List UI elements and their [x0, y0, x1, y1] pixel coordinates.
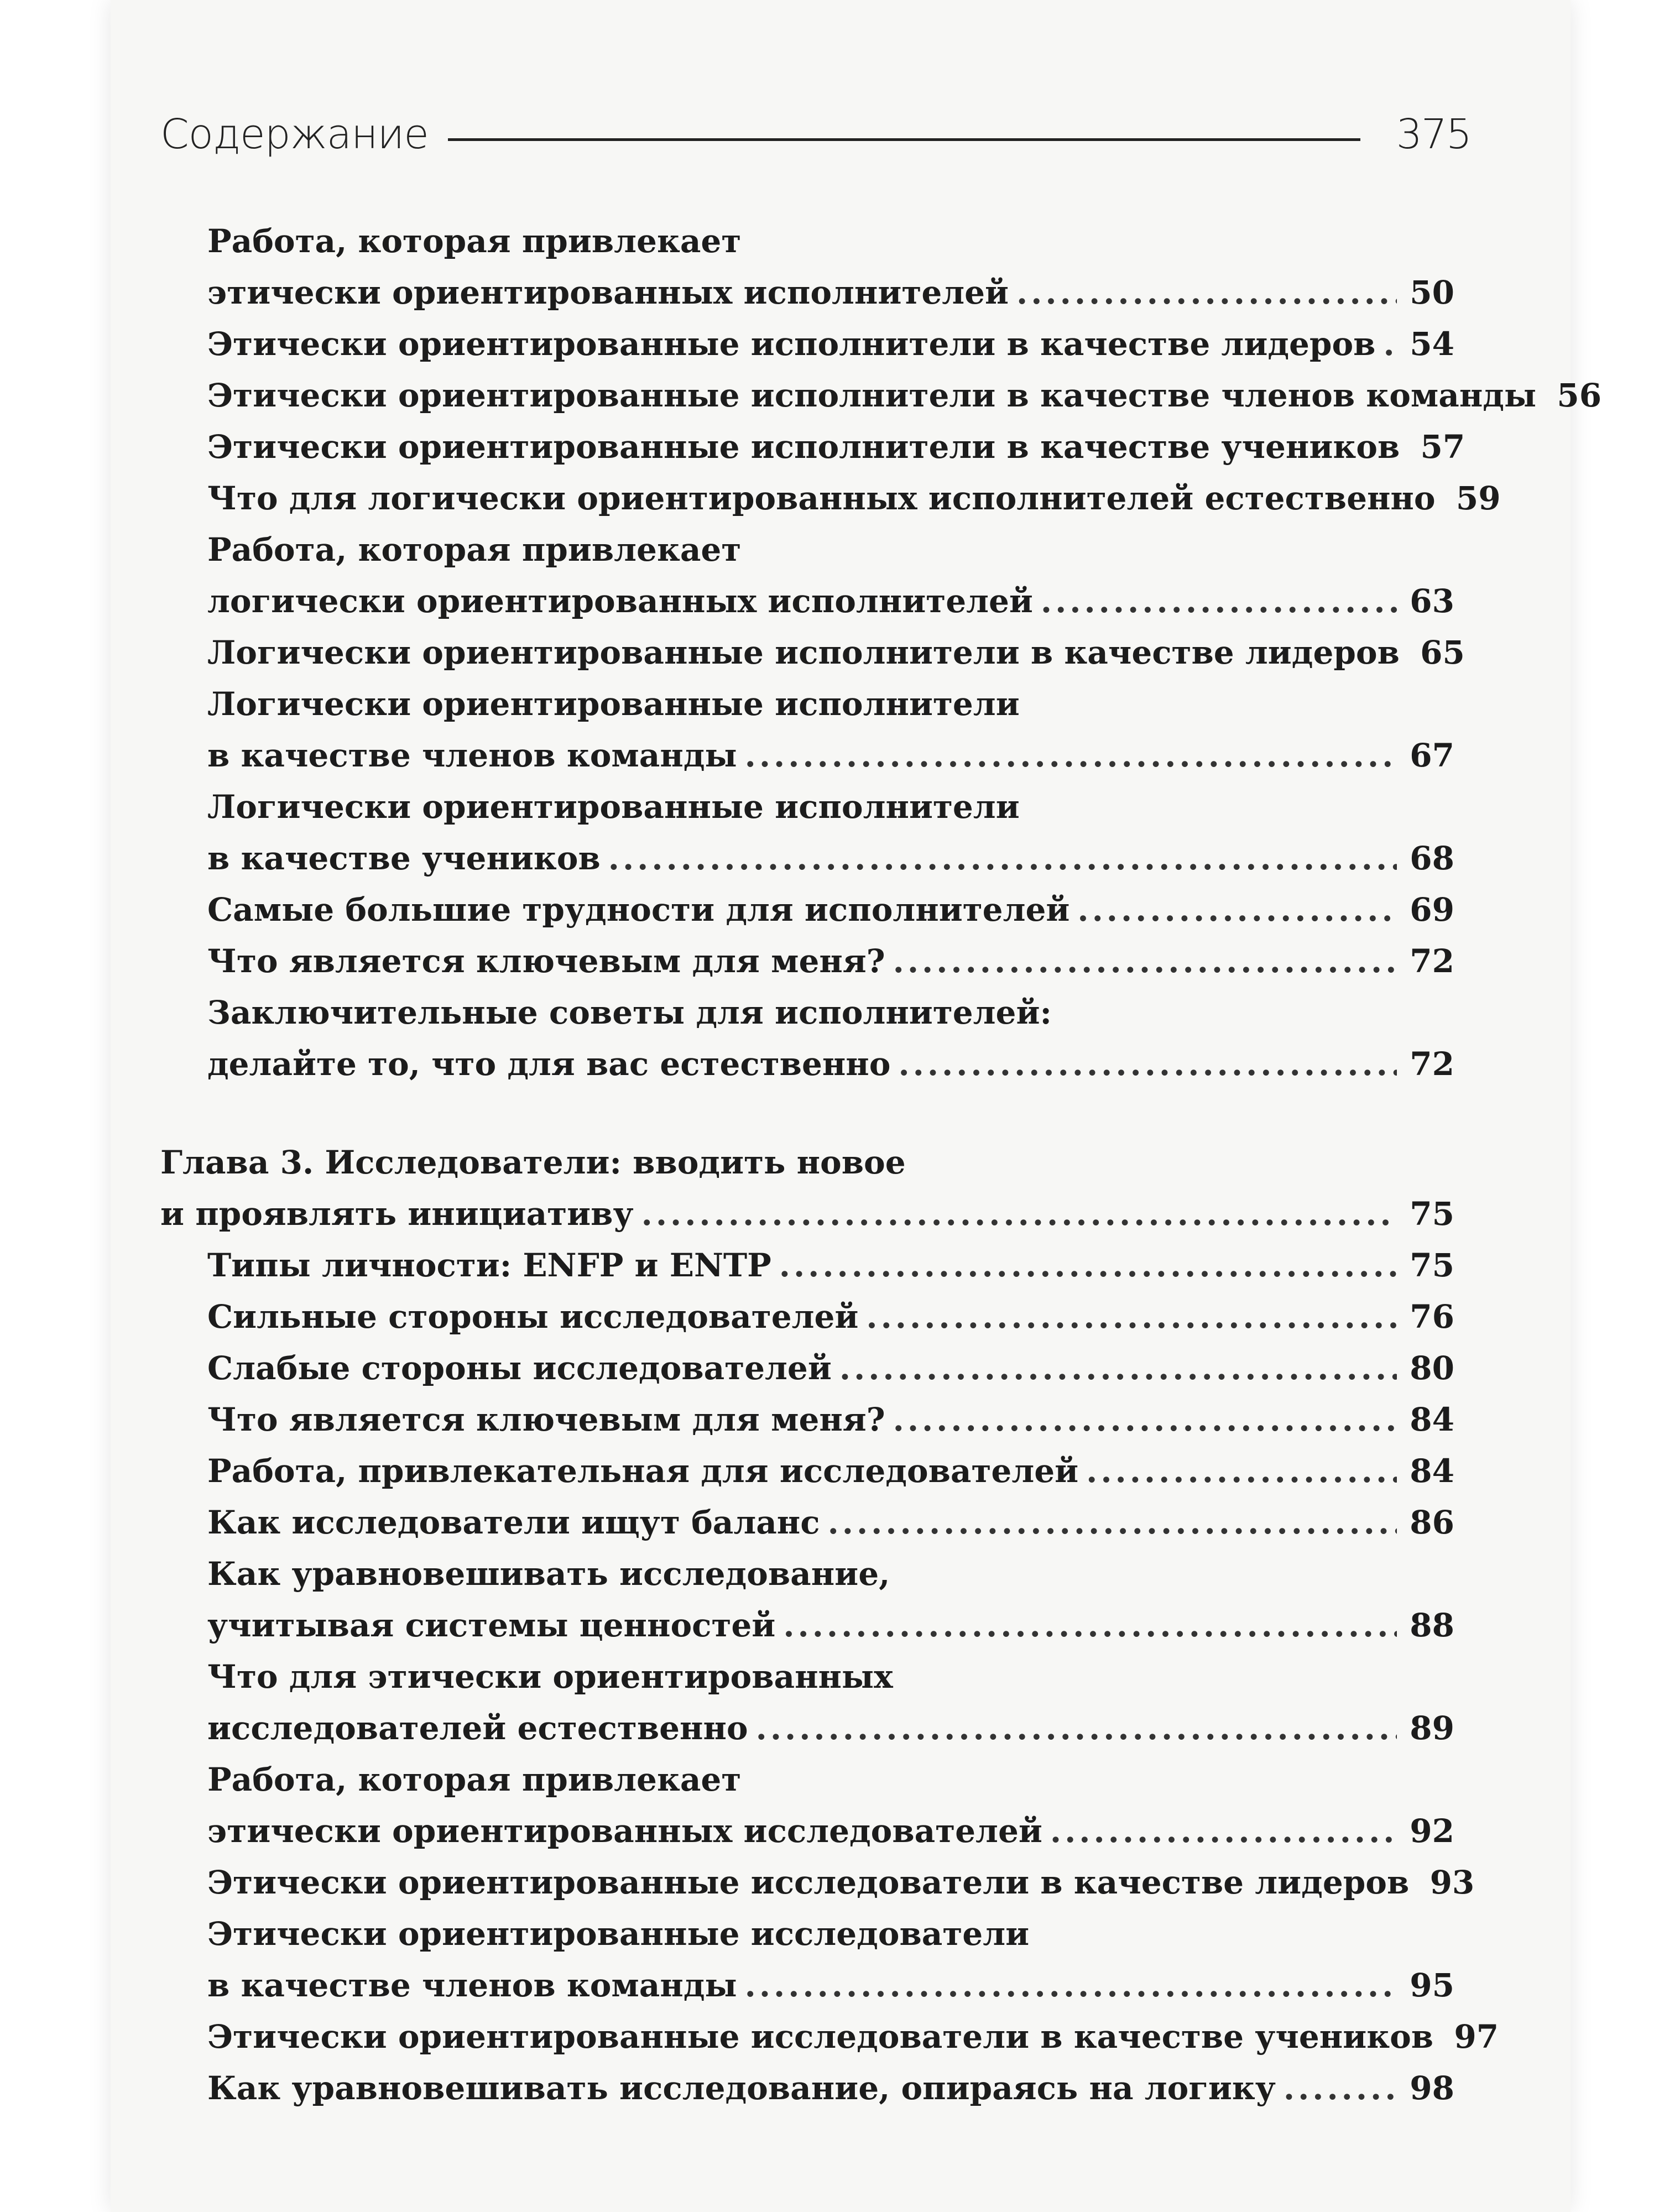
toc-entry-last-line	[207, 473, 1501, 524]
toc-entry-title-line: Этически ориентированные исследователи в качестве лидеров	[207, 1864, 1410, 1901]
toc-entry-title-line: Этически ориентированные исполнители в качестве учеников	[207, 428, 1400, 466]
toc-page-number: 80	[1410, 1349, 1454, 1387]
toc-entry-last-line	[207, 730, 1454, 781]
toc-entry-last-line	[207, 267, 1454, 319]
toc-page-number: 68	[1410, 839, 1454, 877]
toc-entry-last-line	[207, 370, 1602, 421]
toc-dot-leader	[898, 1039, 1397, 1090]
toc-entry-last-line	[207, 884, 1454, 936]
toc-entry-title-line: в качестве членов команды	[207, 1966, 737, 2004]
toc-entry-title-line: исследователей естественно	[207, 1709, 748, 1747]
toc-entry-title-line: в качестве членов команды	[207, 737, 737, 774]
toc-entry-last-line	[207, 2011, 1499, 2063]
toc-dot-leader	[893, 1394, 1397, 1446]
toc-entry-title-line: Работа, которая привлекает	[207, 531, 742, 568]
toc-entry-last-line	[207, 1291, 1454, 1343]
toc-entry	[160, 1291, 1454, 1343]
toc-entry	[160, 1857, 1475, 1908]
toc-page-number: 84	[1410, 1401, 1454, 1438]
toc-page-number: 67	[1410, 737, 1454, 774]
toc-entry-title-line: этически ориентированных исследователей	[207, 1812, 1042, 1850]
toc-entry-title-line: Что для логически ориентированных исполнителей естественно	[207, 479, 1436, 517]
page-number: 375	[1396, 111, 1471, 158]
toc-page-number: 93	[1430, 1864, 1475, 1901]
toc-entry-last-line	[207, 1446, 1454, 1497]
toc-dot-leader	[745, 730, 1397, 781]
toc-page-number: 92	[1410, 1812, 1454, 1850]
toc-entry-title-line: Логически ориентированные исполнители	[207, 788, 1020, 826]
toc-page-number: 76	[1410, 1298, 1454, 1335]
toc-entry-title-line: Этически ориентированные исполнители в качестве лидеров	[207, 325, 1376, 363]
toc-entry-last-line	[207, 1497, 1454, 1548]
toc-page-number: 95	[1410, 1966, 1454, 2004]
toc-entry	[160, 1343, 1454, 1394]
toc-page-number: 89	[1410, 1709, 1454, 1747]
toc-entry-title-line: Заключительные советы для исполнителей:	[207, 994, 1052, 1031]
toc-dot-leader	[893, 936, 1397, 987]
toc-entry-title-line: Что является ключевым для меня?	[207, 942, 885, 980]
toc-entry	[160, 1394, 1454, 1446]
toc-entry	[160, 1754, 1454, 1857]
toc-entry-title-line: Логически ориентированные исполнители	[207, 685, 1020, 723]
toc-entry-title-line: Работа, которая привлекает	[207, 1761, 742, 1798]
toc-entry-title-line: Логически ориентированные исполнители в качестве лидеров	[207, 634, 1400, 671]
toc-entry	[160, 1651, 1454, 1754]
toc-page-number: 98	[1410, 2069, 1454, 2107]
toc-entry	[160, 370, 1602, 421]
running-head	[160, 105, 1471, 166]
toc-dot-leader	[783, 1600, 1397, 1651]
toc-page-number: 63	[1410, 582, 1454, 620]
toc-entry-last-line	[207, 1806, 1454, 1857]
toc-page-number: 75	[1410, 1246, 1454, 1284]
toc-page-number: 59	[1455, 479, 1501, 517]
toc-dot-leader	[1077, 884, 1397, 936]
toc-dot-leader	[866, 1291, 1397, 1343]
toc-entry-last-line	[207, 833, 1454, 884]
toc-entry	[160, 936, 1454, 987]
toc-page-number: 57	[1420, 428, 1465, 466]
toc-entry-title-line: Работа, привлекательная для исследователей	[207, 1452, 1079, 1490]
toc-entry	[160, 421, 1465, 473]
toc-dot-leader	[1086, 1446, 1397, 1497]
toc-entry-last-line	[207, 936, 1454, 987]
toc-entry	[160, 2011, 1499, 2063]
toc-entry-last-line	[207, 1857, 1475, 1908]
toc-entry-title-line: Этически ориентированные исполнители в качестве членов команды	[207, 377, 1537, 414]
toc-entry	[160, 1497, 1454, 1548]
toc-dot-leader	[839, 1343, 1397, 1394]
running-head-title: Содержание	[160, 111, 429, 158]
toc-entry-last-line	[207, 1039, 1454, 1090]
toc-dot-leader	[1050, 1806, 1397, 1857]
toc-entry	[160, 1446, 1454, 1497]
toc-page-number: 50	[1410, 274, 1454, 311]
toc-entry-title-line: Что является ключевым для меня?	[207, 1401, 885, 1438]
toc-entry	[160, 627, 1465, 679]
toc-page-number: 97	[1454, 2018, 1499, 2056]
toc-entry-title-line: Как исследователи ищут баланс	[207, 1504, 820, 1541]
toc-page-number: 84	[1410, 1452, 1454, 1490]
toc-entry-title-line: Как уравновешивать исследование,	[207, 1555, 890, 1593]
toc-entry	[160, 781, 1454, 884]
toc-page-number: 88	[1410, 1606, 1454, 1644]
toc-entry	[160, 884, 1454, 936]
toc-entry	[160, 216, 1454, 319]
toc-entry-title-line: логически ориентированных исполнителей	[207, 582, 1033, 620]
toc-dot-leader	[641, 1188, 1397, 1240]
toc-entry-title-line: Типы личности: ENFP и ENTP	[207, 1246, 771, 1284]
toc-entry	[160, 679, 1454, 781]
toc-chapter-entry	[160, 1137, 1454, 1240]
toc-entry-last-line	[207, 576, 1454, 627]
toc-entry	[160, 1240, 1454, 1291]
toc-dot-leader	[828, 1497, 1397, 1548]
toc-entry-last-line	[160, 1188, 1454, 1240]
toc-dot-leader	[1284, 2063, 1397, 2114]
toc-page-number: 65	[1420, 634, 1465, 671]
toc-entry-last-line	[207, 2063, 1454, 2114]
toc-entry-title-line: Работа, которая привлекает	[207, 222, 742, 260]
toc-dot-leader	[779, 1240, 1397, 1291]
toc-entry-title-line: Как уравновешивать исследование, опираясь на логику	[207, 2069, 1276, 2107]
table-of-contents	[160, 216, 1602, 2114]
toc-entry	[160, 1548, 1454, 1651]
toc-page-number: 56	[1557, 377, 1602, 414]
toc-entry-last-line	[207, 1394, 1454, 1446]
toc-entry-last-line	[207, 421, 1465, 473]
toc-entry	[160, 524, 1454, 627]
toc-entry	[160, 2063, 1454, 2114]
toc-page-number: 72	[1410, 1045, 1454, 1083]
toc-entry	[160, 1908, 1454, 2011]
toc-dot-leader	[608, 833, 1397, 884]
toc-dot-leader	[756, 1703, 1397, 1754]
toc-entry-title-line: в качестве учеников	[207, 839, 601, 877]
toc-entry-last-line	[207, 1343, 1454, 1394]
toc-dot-leader	[1383, 319, 1397, 370]
toc-entry-title-line: Самые большие трудности для исполнителей	[207, 891, 1070, 928]
toc-entry-last-line	[207, 627, 1465, 679]
toc-page-number: 86	[1410, 1504, 1454, 1541]
toc-entry-title-line: учитывая системы ценностей	[207, 1606, 776, 1644]
toc-entry-title-line: Этически ориентированные исследователи в качестве учеников	[207, 2018, 1434, 2056]
toc-dot-leader	[745, 1960, 1397, 2011]
toc-entry-title-line: Что для этически ориентированных	[207, 1658, 893, 1695]
toc-entry-last-line	[207, 1960, 1454, 2011]
toc-entry-last-line	[207, 319, 1454, 370]
toc-entry	[160, 987, 1454, 1090]
toc-entry-title-line: Слабые стороны исследователей	[207, 1349, 832, 1387]
toc-entry-title-line: Сильные стороны исследователей	[207, 1298, 859, 1335]
toc-entry-title-line: делайте то, что для вас естественно	[207, 1045, 891, 1083]
toc-entry-title-line: и проявлять инициативу	[160, 1195, 634, 1233]
toc-page-number: 72	[1410, 942, 1454, 980]
toc-entry-last-line	[207, 1240, 1454, 1291]
toc-entry-title-line: этически ориентированных исполнителей	[207, 274, 1009, 311]
toc-entry-title-line: Глава 3. Исследователи: вводить новое	[160, 1144, 906, 1181]
toc-entry-title-line: Этически ориентированные исследователи	[207, 1915, 1030, 1953]
toc-entry	[160, 319, 1454, 370]
toc-entry	[160, 473, 1501, 524]
toc-page-number: 69	[1410, 891, 1454, 928]
toc-page-number: 54	[1410, 325, 1454, 363]
toc-dot-leader	[1041, 576, 1397, 627]
toc-dot-leader	[1016, 267, 1397, 319]
toc-entry-last-line	[207, 1703, 1454, 1754]
toc-page-number: 75	[1410, 1195, 1454, 1233]
toc-entry-last-line	[207, 1600, 1454, 1651]
running-head-rule	[448, 138, 1360, 141]
